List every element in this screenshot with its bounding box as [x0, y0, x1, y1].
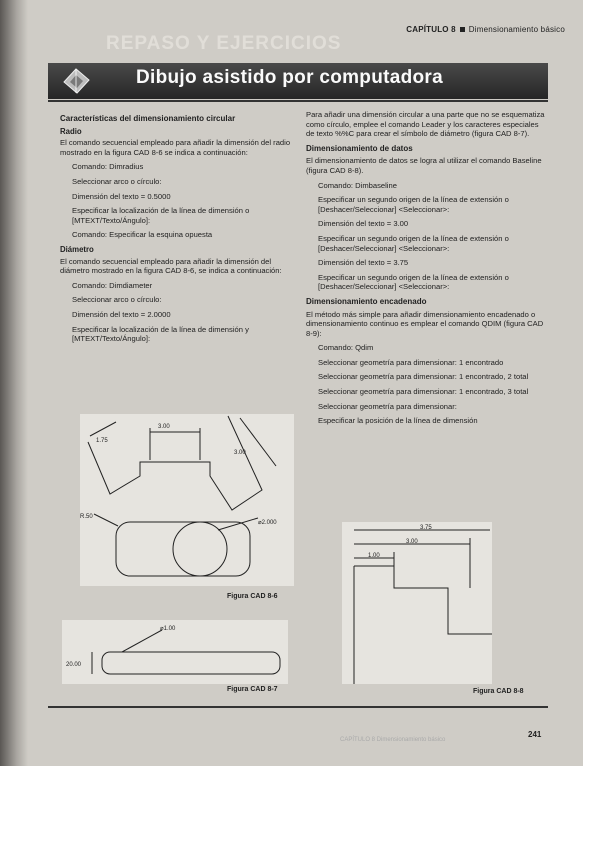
dim-label-300: 3.00	[406, 539, 418, 545]
chapter-title: Dimensionamiento básico	[468, 25, 565, 34]
running-head	[406, 25, 565, 34]
dim-label-100: 1.00	[368, 553, 380, 559]
encadenado-step-5: Seleccionar geometría para dimensionar:	[318, 401, 457, 411]
datos-step-3: Dimensión del texto = 3.00	[318, 219, 409, 229]
datos-intro: El dimensionamiento de datos se logra al utilizar el comando Baseline (figura CAD 8-8).	[306, 156, 542, 175]
encadenado-step-3: Seleccionar geometría para dimensionar: 1 encontrado, 2 total	[318, 372, 529, 382]
dim-label-radius: R.50	[80, 514, 93, 520]
radio-step-3: Dimensión del texto = 0.5000	[72, 191, 171, 201]
right-column	[306, 110, 546, 431]
heading-datos: Dimensionamiento de datos	[306, 143, 413, 153]
figure-cad-8-7	[62, 620, 288, 684]
dim-label-175: 1.75	[96, 438, 108, 444]
bottom-rule	[48, 706, 548, 708]
diametro-step-4: Especificar la localización de la línea de dimensión y [MTEXT/Texto/Ángulo]:	[72, 324, 249, 344]
diametro-intro: El comando secuencial empleado para añadir la dimensión del diámetro mostrado en la figura CAD 8-6, se indica a continuación:	[60, 256, 282, 276]
radio-step-1: Comando: Dimradius	[72, 162, 144, 172]
encadenado-intro: El método más simple para añadir dimensionamiento encadenado o dimensionamiento continuo es emplear el comando QDIM (figura CAD 8-9):	[306, 309, 544, 338]
figure-background	[80, 414, 294, 586]
section-label: REPASO Y EJERCICIOS	[106, 33, 342, 54]
datos-step-2: Especificar un segundo origen de la línea de extensión o [Deshacer/Seleccionar] <Seleccionar>:	[318, 195, 509, 214]
radio-intro: El comando secuencial empleado para añadir la dimensión del radio mostrado en la figura CAD 8-6 se indica a continuación:	[60, 138, 291, 157]
top-rule	[48, 100, 548, 102]
chapter-label: CAPÍTULO 8	[406, 25, 456, 34]
banner-title: Dibujo asistido por computadora	[136, 67, 443, 88]
datos-step-4: Especificar un segundo origen de la línea de extensión o [Deshacer/Seleccionar] <Seleccionar>:	[318, 233, 509, 253]
caption-cad-8-8: Figura CAD 8-8	[473, 688, 524, 695]
diametro-step-3: Dimensión del texto = 2.0000	[72, 309, 171, 319]
dim-label-height: 20.00	[66, 662, 82, 668]
encadenado-step-6: Especificar la posición de la línea de dimensión	[318, 416, 478, 426]
datos-step-5: Dimensión del texto = 3.75	[318, 258, 409, 268]
dim-label-375: 3.75	[420, 525, 432, 531]
encadenado-step-1: Comando: Qdim	[318, 343, 374, 353]
caption-cad-8-6: Figura CAD 8-6	[227, 593, 278, 600]
dim-label-diameter: ⌀1.00	[160, 626, 176, 632]
figure-cad-8-8	[342, 522, 492, 684]
caption-cad-8-7: Figura CAD 8-7	[227, 686, 278, 693]
figure-cad-8-6	[80, 414, 294, 586]
page-number: 241	[528, 730, 542, 739]
datos-step-1: Comando: Dimbaseline	[318, 180, 397, 190]
diametro-step-1: Comando: Dimdiameter	[72, 280, 153, 290]
radio-step-4: Especificar la localización de la línea de dimensión o [MTEXT/Texto/Ángulo]:	[72, 206, 250, 225]
cad-logo-icon	[60, 66, 92, 96]
encadenado-step-4: Seleccionar geometría para dimensionar: 1 encontrado, 3 total	[318, 387, 529, 397]
heading-circular: Características del dimensionamiento circular	[60, 114, 236, 123]
dim-label-diameter: ⌀2.000	[258, 520, 277, 526]
square-bullet-icon	[460, 27, 465, 32]
radio-step-5: Comando: Especificar la esquina opuesta	[72, 230, 213, 240]
encadenado-step-2: Seleccionar geometría para dimensionar: 1 encontrado	[318, 357, 504, 367]
diametro-step-2: Seleccionar arco o círculo:	[72, 295, 162, 305]
dim-label-300-top: 3.00	[158, 424, 170, 430]
dim-label-300-right: 3.00	[234, 450, 246, 456]
page-gutter-shadow	[0, 0, 28, 766]
left-column	[60, 110, 296, 349]
subheading-radio: Radio	[60, 126, 82, 136]
footer-bleed-text: CAPÍTULO 8 Dimensionamiento básico	[340, 737, 446, 743]
leader-intro: Para añadir una dimensión circular a una parte que no se esquematiza como círculo, emplee el comando Leader y los caracteres especiales de texto %%C para crear el símbolo de diámetro (figura CAD 8-7).	[306, 110, 545, 139]
subheading-diametro: Diámetro	[60, 244, 94, 254]
heading-encadenado: Dimensionamiento encadenado	[306, 296, 427, 306]
datos-step-6: Especificar un segundo origen de la línea de extensión o [Deshacer/Seleccionar] <Seleccionar>:	[318, 272, 509, 292]
radio-step-2: Seleccionar arco o círculo:	[72, 176, 162, 186]
